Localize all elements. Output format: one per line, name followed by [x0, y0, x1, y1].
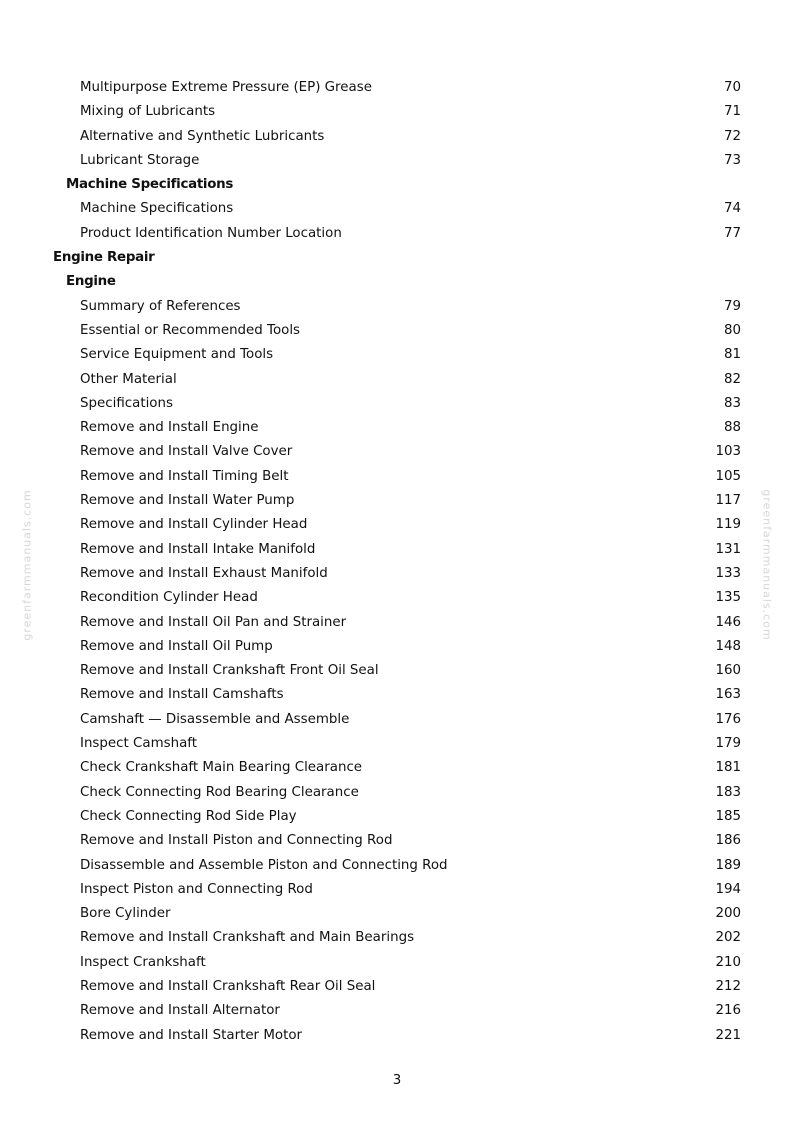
toc-entry-title: Product Identification Number Location [80, 225, 342, 241]
toc-entry-page-number: 160 [715, 663, 741, 679]
toc-entry-title: Mixing of Lubricants [80, 104, 216, 120]
toc-entry[interactable] [0, 489, 794, 513]
toc-entry-page-number: 71 [723, 104, 741, 120]
toc-entry-page-number: 74 [723, 201, 741, 217]
toc-entry-page-number: 186 [715, 833, 741, 849]
toc-entry-title: Remove and Install Piston and Connecting Rod [80, 833, 393, 849]
toc-entry-title: Remove and Install Oil Pan and Strainer [80, 614, 347, 630]
toc-entry[interactable] [0, 732, 794, 756]
toc-entry[interactable] [0, 368, 794, 392]
toc-entry-title: Remove and Install Intake Manifold [80, 541, 316, 557]
toc-entry-page-number: 181 [715, 760, 741, 776]
toc-entry-page-number: 146 [715, 614, 741, 630]
toc-entry-page-number: 176 [715, 711, 741, 727]
toc-entry-title: Engine [66, 274, 116, 290]
toc-section-heading [0, 270, 794, 294]
toc-entry-title: Summary of References [80, 298, 241, 314]
toc-entry-page-number: 210 [715, 954, 741, 970]
toc-entry-title: Alternative and Synthetic Lubricants [80, 128, 325, 144]
toc-entry[interactable] [0, 440, 794, 464]
toc-entry[interactable] [0, 683, 794, 707]
toc-entry-title: Other Material [80, 371, 177, 387]
toc-entry[interactable] [0, 611, 794, 635]
toc-entry[interactable] [0, 100, 794, 124]
toc-entry[interactable] [0, 708, 794, 732]
toc-entry-title: Inspect Piston and Connecting Rod [80, 881, 313, 897]
toc-entry-page-number: 131 [715, 541, 741, 557]
toc-entry[interactable] [0, 1024, 794, 1048]
watermark-right: greenfarmmanuals.com [760, 489, 774, 641]
toc-entry-title: Remove and Install Crankshaft and Main Bearings [80, 930, 415, 946]
toc-entry-title: Inspect Crankshaft [80, 954, 206, 970]
toc-section-heading [0, 173, 794, 197]
toc-entry[interactable] [0, 465, 794, 489]
toc-entry[interactable] [0, 343, 794, 367]
toc-entry-page-number: 103 [715, 444, 741, 460]
toc-entry[interactable] [0, 416, 794, 440]
toc-entry[interactable] [0, 635, 794, 659]
toc-entry-page-number: 105 [715, 468, 741, 484]
toc-entry-title: Service Equipment and Tools [80, 347, 274, 363]
toc-entry[interactable] [0, 149, 794, 173]
toc-entry[interactable] [0, 781, 794, 805]
toc-entry[interactable] [0, 562, 794, 586]
toc-entry[interactable] [0, 222, 794, 246]
toc-entry-title: Machine Specifications [80, 201, 234, 217]
toc-entry-page-number: 185 [715, 808, 741, 824]
toc-entry-title: Essential or Recommended Tools [80, 322, 301, 338]
toc-entry-title: Engine Repair [53, 250, 155, 266]
toc-entry[interactable] [0, 538, 794, 562]
toc-entry-title: Remove and Install Crankshaft Front Oil Seal [80, 663, 379, 679]
toc-entry-page-number: 73 [723, 152, 741, 168]
toc-entry-page-number: 148 [715, 638, 741, 654]
toc-entry[interactable] [0, 295, 794, 319]
toc-entry-page-number: 79 [723, 298, 741, 314]
toc-entry-title: Disassemble and Assemble Piston and Connecting Rod [80, 857, 448, 873]
toc-entry[interactable] [0, 902, 794, 926]
toc-entry-page-number: 77 [723, 225, 741, 241]
toc-entry[interactable] [0, 513, 794, 537]
toc-entry-title: Remove and Install Engine [80, 420, 259, 436]
toc-entry-title: Remove and Install Timing Belt [80, 468, 289, 484]
toc-entry[interactable] [0, 76, 794, 100]
toc-entry-page-number: 81 [723, 347, 741, 363]
toc-entry-page-number: 179 [715, 736, 741, 752]
page-number: 3 [392, 1073, 402, 1088]
toc-entry-title: Remove and Install Water Pump [80, 493, 295, 509]
toc-entry-title: Remove and Install Camshafts [80, 687, 284, 703]
toc-entry-title: Remove and Install Alternator [80, 1003, 280, 1019]
toc-entry-page-number: 221 [715, 1027, 741, 1043]
toc-entry[interactable] [0, 878, 794, 902]
toc-entry[interactable] [0, 926, 794, 950]
toc-entry[interactable] [0, 586, 794, 610]
toc-entry[interactable] [0, 829, 794, 853]
toc-entry-title: Specifications [80, 395, 173, 411]
toc-entry[interactable] [0, 805, 794, 829]
toc-entry[interactable] [0, 197, 794, 221]
toc-entry[interactable] [0, 951, 794, 975]
toc-entry-page-number: 88 [723, 420, 741, 436]
toc-entry-page-number: 189 [715, 857, 741, 873]
toc-entry-page-number: 80 [723, 322, 741, 338]
toc-entry-title: Check Crankshaft Main Bearing Clearance [80, 760, 363, 776]
toc-entry[interactable] [0, 659, 794, 683]
table-of-contents [0, 76, 794, 1048]
toc-entry-page-number: 72 [723, 128, 741, 144]
toc-entry-title: Camshaft — Disassemble and Assemble [80, 711, 350, 727]
toc-entry-title: Recondition Cylinder Head [80, 590, 258, 606]
toc-entry-page-number: 135 [715, 590, 741, 606]
toc-entry-title: Lubricant Storage [80, 152, 200, 168]
toc-entry-title: Multipurpose Extreme Pressure (EP) Grease [80, 80, 372, 95]
toc-entry-title: Check Connecting Rod Side Play [80, 808, 297, 824]
toc-entry-page-number: 82 [723, 371, 741, 387]
toc-entry[interactable] [0, 319, 794, 343]
toc-entry[interactable] [0, 392, 794, 416]
toc-entry[interactable] [0, 125, 794, 149]
toc-entry-title: Remove and Install Oil Pump [80, 638, 273, 654]
toc-entry-page-number: 216 [715, 1003, 741, 1019]
toc-entry-title: Bore Cylinder [80, 906, 171, 922]
toc-entry-title: Remove and Install Exhaust Manifold [80, 565, 328, 581]
toc-entry-title: Remove and Install Cylinder Head [80, 517, 308, 533]
toc-entry-title: Remove and Install Crankshaft Rear Oil Seal [80, 978, 376, 994]
toc-entry[interactable] [0, 756, 794, 780]
watermark-left: greenfarmmanuals.com [20, 489, 34, 641]
toc-entry-title: Check Connecting Rod Bearing Clearance [80, 784, 359, 800]
toc-entry-page-number: 202 [715, 930, 741, 946]
toc-entry-page-number: 194 [715, 881, 741, 897]
toc-entry-page-number: 200 [715, 906, 741, 922]
toc-entry[interactable] [0, 854, 794, 878]
toc-entry-page-number: 70 [723, 80, 741, 95]
toc-entry-title: Machine Specifications [66, 177, 234, 193]
toc-entry-page-number: 133 [715, 565, 741, 581]
toc-entry[interactable] [0, 999, 794, 1023]
toc-entry-page-number: 212 [715, 978, 741, 994]
toc-entry-title: Remove and Install Starter Motor [80, 1027, 303, 1043]
toc-entry-page-number: 117 [715, 493, 741, 509]
toc-entry[interactable] [0, 975, 794, 999]
toc-entry-title: Remove and Install Valve Cover [80, 444, 293, 460]
toc-entry-page-number: 163 [715, 687, 741, 703]
toc-chapter-heading [0, 246, 794, 270]
toc-entry-page-number: 119 [715, 517, 741, 533]
toc-entry-page-number: 183 [715, 784, 741, 800]
toc-entry-title: Inspect Camshaft [80, 736, 198, 752]
toc-entry-page-number: 83 [723, 395, 741, 411]
